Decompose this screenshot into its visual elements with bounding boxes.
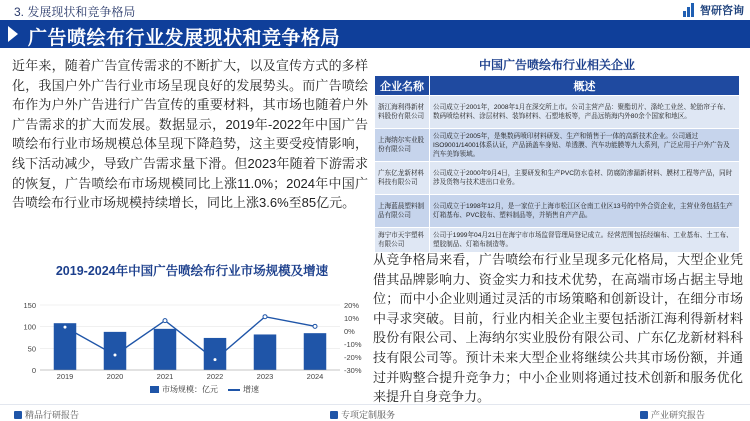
brand-logo — [683, 2, 744, 18]
growth-line — [65, 317, 315, 360]
x-tick: 2021 — [156, 372, 174, 381]
legend-bar: 市场规模：亿元 — [150, 384, 218, 395]
x-tick: 2024 — [306, 372, 324, 381]
company-name: 上海纳尔实业股份有限公司 — [375, 129, 430, 162]
logo-text: 智研咨询 — [700, 5, 744, 17]
y-right-tick: 0% — [344, 327, 355, 336]
competition-paragraph: 从竞争格局来看，广告喷绘布行业呈现多元化格局，大型企业凭借其品牌影响力、资金实力和技术优势，在高端市场占据主导地位；而中小企业则通过灵活的市场策略和创新设计，在细分市场中寻求突破。目前，行业内相关企业主要包括浙江海利得新材料股份有限公司、上海纳尔实业股份有限公司、广东亿龙新材料科技有限公司等。预计未来大型企业将继续公共其市场份额，并通过并购整合提升竞争力；中小企业则将通过技术创新和服务优化来提升自身竞争力。 — [373, 252, 743, 405]
report-icon — [14, 411, 22, 419]
table-title: 中国广告喷绘布行业相关企业 — [478, 58, 635, 72]
intro-paragraph: 近年来，随着广告宣传需求的不断扩大，以及宣传方式的多样化，我国户外广告行业市场呈现良好的发展势头。而广告喷绘布作为户外广告进行广告宣传的重要材料，其市场也随着户外广告需求的扩大而发展。数据显示，2019年-2022年中国广告喷绘布行业市场规模总体呈现下降趋势，这主要受疫情影响，线下活动减少，导致广告需求量下滑。但2023年随着下游需求的恢复，广告喷绘布市场规模同比上涨11.0%；2024年中国广告喷绘布行业市场规模持续增长，同比上涨3.6%至85亿元。 — [12, 58, 368, 211]
table-header-name: 企业名称 — [375, 76, 430, 96]
company-name: 广东亿龙新材料科技有限公司 — [375, 162, 430, 195]
company-desc: 公司成立于2000年9月4日，主要研发和生产PVC防水卷材、防腐防渗漏新材料、膜材工程等产品，同时涉及货物与技术进出口业务。 — [430, 162, 740, 195]
company-name: 海宁市天宇塑料有限公司 — [375, 228, 430, 253]
title-banner — [0, 20, 750, 48]
service-icon — [330, 411, 338, 419]
footer-item-reports[interactable]: 精品行研报告 — [14, 408, 79, 421]
y-right-tick: 20% — [344, 301, 360, 310]
y-left-tick: 0 — [31, 366, 36, 375]
table-row — [375, 96, 740, 129]
company-desc: 公司成立于2001年，2008年1月在深交所上市。公司主营产品：聚酯切片、涤纶工业丝、轮胎帘子布、数码喷绘材料、涂层材料、装饰材料、石塑地板等，产品远销海内外80余个国家和地区。 — [430, 96, 740, 129]
company-table — [374, 75, 740, 253]
chart-legend — [150, 384, 259, 395]
company-desc: 公司成立于1998年12月，是一家位于上海市松江区仓南工业区13号的中外合资企业，主营业务包括生产灯箱基布、PVC胶布、塑料制品等，并销售自产产品。 — [430, 195, 740, 228]
company-name: 浙江海利得新材料股份有限公司 — [375, 96, 430, 129]
bar-2024 — [304, 333, 327, 370]
table-row — [375, 162, 740, 195]
x-tick: 2019 — [56, 372, 74, 381]
y-right-tick: -30% — [344, 366, 362, 375]
y-left-tick: 150 — [23, 301, 36, 310]
growth-point-2020 — [113, 353, 117, 357]
market-size-chart — [10, 300, 370, 382]
growth-point-2019 — [63, 325, 67, 329]
bar-2019 — [54, 323, 77, 370]
growth-point-2023 — [263, 315, 267, 319]
logo-bars-icon — [683, 3, 697, 17]
bar-2021 — [154, 329, 177, 370]
page-title: 广告喷绘布行业发展现状和竞争格局 — [28, 28, 341, 49]
table-row — [375, 195, 740, 228]
section-label: 3. 发展现状和竞争格局 — [14, 5, 136, 19]
x-tick: 2020 — [106, 372, 124, 381]
footer-item-custom[interactable]: 专项定制服务 — [330, 408, 395, 421]
company-name: 上海蓝晨塑料制品有限公司 — [375, 195, 430, 228]
chart-title: 2019-2024年中国广告喷绘布行业市场规模及增速 — [55, 264, 329, 278]
x-tick: 2023 — [256, 372, 274, 381]
table-header-desc: 概述 — [430, 76, 740, 96]
banner-arrow-icon — [8, 26, 18, 42]
growth-point-2021 — [163, 319, 167, 323]
footer-item-research[interactable]: 产业研究报告 — [640, 408, 705, 421]
bar-2023 — [254, 334, 277, 370]
top-bar — [0, 0, 750, 20]
x-tick: 2022 — [206, 372, 224, 381]
company-desc: 公司于1999年04月21日在海宁市市场监督管理局登记成立。经营范围包括经编布、工业基布、土工布、塑胶制品、灯箱布制造等。 — [430, 228, 740, 253]
company-desc: 公司成立于2005年，是集数码喷印材料研发、生产和销售于一体的高新技术企业。公司通过ISO9001/14001体系认证，产品涵盖车身贴、单透膜、汽车功能膜等九大系列，广泛应用于户外广告及汽车美饰领域。 — [430, 129, 740, 162]
y-left-tick: 100 — [23, 322, 36, 332]
growth-point-2022 — [213, 358, 217, 362]
y-right-tick: -10% — [344, 340, 362, 349]
y-left-tick: 50 — [27, 344, 36, 354]
legend-line: 增速 — [228, 384, 259, 395]
y-right-tick: -20% — [344, 353, 362, 362]
table-row — [375, 228, 740, 253]
table-row — [375, 129, 740, 162]
growth-point-2024 — [313, 324, 317, 328]
research-icon — [640, 411, 648, 419]
footer-bar — [0, 404, 750, 421]
y-right-tick: 10% — [344, 314, 360, 323]
